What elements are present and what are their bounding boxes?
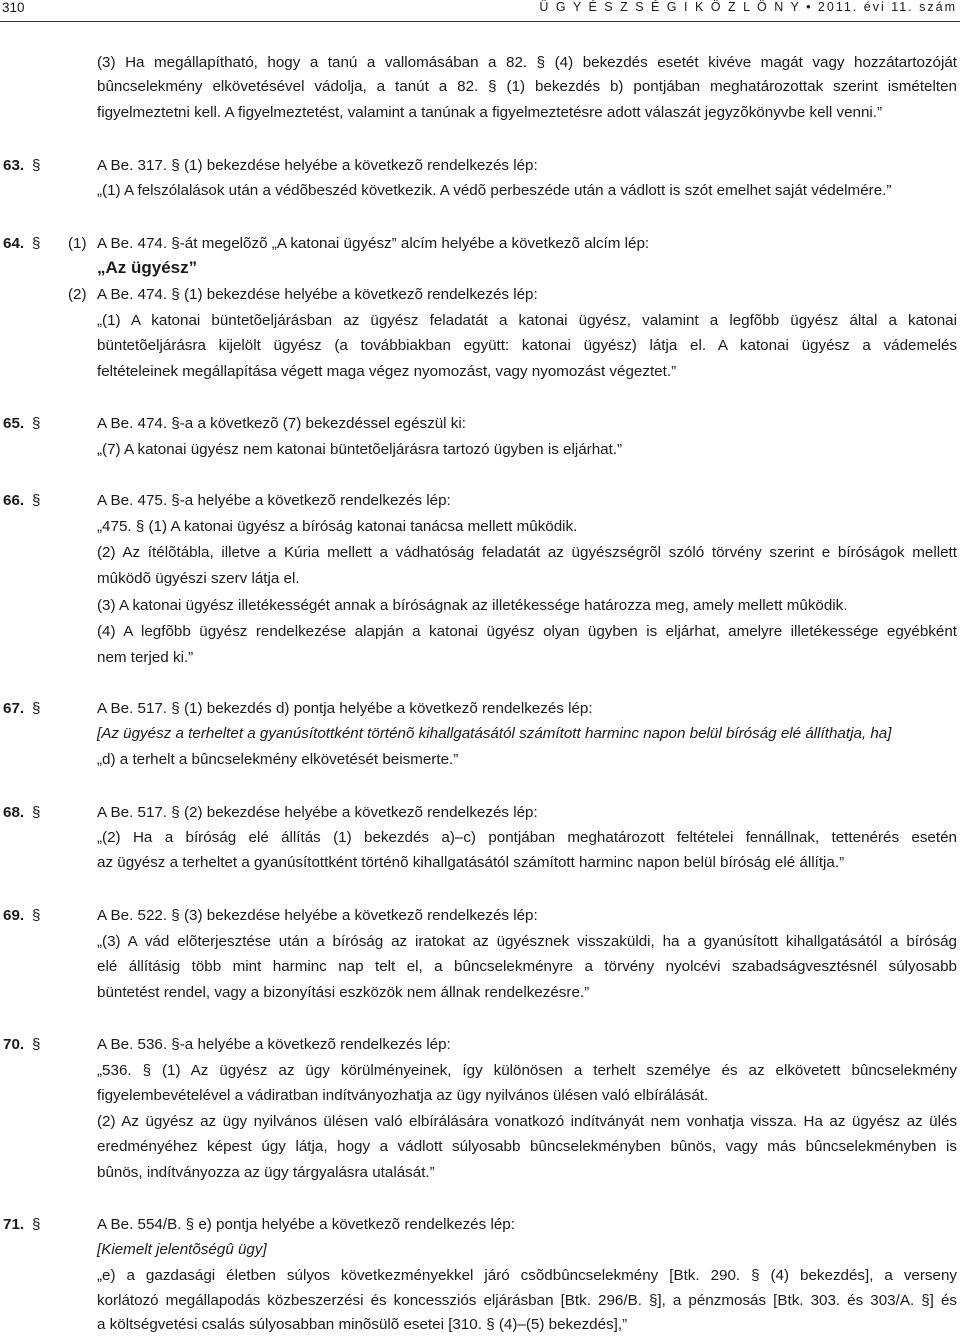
paragraph-line: „(7) A katonai ügyész nem katonai büntetõeljárásra tartozó ügyben is eljárhat.” bbox=[97, 441, 623, 458]
section-number: 68. bbox=[3, 804, 25, 821]
paragraph-line: [Kiemelt jelentõségû ügy] bbox=[97, 1241, 267, 1258]
paragraph-line: (2) Az ítélõtábla, illetve a Kúria mellett a vádhatóság feladatát az ügyészségrõl szóló törvény szerint e bíróságok mellett bbox=[97, 544, 957, 561]
section-number: 67. bbox=[3, 700, 25, 717]
paragraph-line: A Be. 474. § (1) bekezdése helyébe a következõ rendelkezés lép: bbox=[97, 286, 538, 303]
section-number: 66. bbox=[3, 492, 25, 509]
paragraph-line: A Be. 536. §-a helyébe a következõ rendelkezés lép: bbox=[97, 1036, 451, 1053]
section-sign: § bbox=[32, 1036, 41, 1053]
paragraph-line: eredményéhez képest úgy látja, hogy a vádlott súlyosabb bûncselekményben bûnös, vagy más bûncselekményben is bbox=[97, 1138, 957, 1155]
section-sign: § bbox=[32, 235, 41, 252]
section-sign: § bbox=[32, 804, 41, 821]
section-sign: § bbox=[32, 157, 41, 174]
paragraph-line: „e) a gazdasági életben súlyos következményekkel járó csõdbûncselekmény [Btk. 290. § (4) bekezdés], a verseny bbox=[97, 1267, 957, 1284]
paragraph-line: A Be. 517. § (2) bekezdése helyébe a következõ rendelkezés lép: bbox=[97, 804, 538, 821]
publication-title: Ü G Y É S Z S É G I K Ö Z L Ö N Y • 2011. évi 11. szám bbox=[539, 0, 957, 14]
section-number: 69. bbox=[3, 907, 25, 924]
subsection-label: (1) bbox=[68, 235, 87, 252]
page-number: 310 bbox=[2, 0, 25, 15]
paragraph-line: „(2) Ha a bíróság elé állítás (1) bekezdés a)–c) pontjában meghatározott feltételei fennállnak, tettenérés esetén bbox=[97, 829, 957, 846]
paragraph-line: „(1) A felszólalások után a védõbeszéd következik. A védõ perbeszéde után a vádlott is szót emelhet saját védelmére.” bbox=[97, 182, 892, 199]
paragraph-line: bûncselekmény elkövetésével vádolja, a tanút a 82. § (1) bekezdés b) pontjában meghatározottak szerint ismételten bbox=[97, 78, 957, 95]
paragraph-line: A Be. 317. § (1) bekezdése helyébe a következõ rendelkezés lép: bbox=[97, 157, 538, 174]
paragraph-line: „(1) A katonai büntetõeljárásban az ügyész feladatát a katonai ügyész, valamint a legfõbb ügyész által a katonai bbox=[97, 312, 957, 329]
paragraph-line: az ügyész a terheltet a gyanúsítottként történõ kihallgatásától számított harminc napon belül bíróság elé állítja.” bbox=[97, 854, 845, 871]
paragraph-line: „d) a terhelt a bûncselekmény elkövetését beismerte.” bbox=[97, 751, 459, 768]
section-sign: § bbox=[32, 1216, 41, 1233]
subtitle-heading: „Az ügyész” bbox=[97, 258, 198, 277]
paragraph-line: figyelembevételével a vádiratban indítványozhatja az ügy nyilvános ülésen való elbírálását. bbox=[97, 1087, 709, 1104]
paragraph-line: „475. § (1) A katonai ügyész a bíróság katonai tanácsa mellett mûködik. bbox=[97, 518, 578, 535]
paragraph-line: A Be. 475. §-a helyébe a következõ rendelkezés lép: bbox=[97, 492, 451, 509]
paragraph-line: A Be. 474. §-át megelõzõ „A katonai ügyész” alcím helyébe a következõ alcím lép: bbox=[97, 235, 650, 252]
page-header bbox=[0, 0, 960, 20]
paragraph-line: A Be. 522. § (3) bekezdése helyébe a következõ rendelkezés lép: bbox=[97, 907, 538, 924]
section-number: 70. bbox=[3, 1036, 25, 1053]
paragraph-line: feltételeinek megállapítása végett maga végez nyomozást, vagy nyomozást végeztet.” bbox=[97, 363, 677, 380]
paragraph-line: büntetést rendel, vagy a bizonyítási eszközök nem állnak rendelkezésre.” bbox=[97, 984, 590, 1001]
paragraph-line: A Be. 554/B. § e) pontja helyébe a következõ rendelkezés lép: bbox=[97, 1216, 515, 1233]
section-sign: § bbox=[32, 907, 41, 924]
section-sign: § bbox=[32, 415, 41, 432]
paragraph-line: korlátozó megállapodás közbeszerzési és koncessziós eljárásban [Btk. 296/B. §], a pénzmosás [Btk. 303. és 303/A. §] és bbox=[97, 1292, 957, 1309]
paragraph-line: nem terjed ki.” bbox=[97, 649, 194, 666]
paragraph-line: mûködõ ügyészi szerv látja el. bbox=[97, 570, 300, 587]
paragraph-line: bûnös, indítványozza az ügy tárgyalásra utalását.” bbox=[97, 1164, 435, 1181]
paragraph-line: „(3) A vád elõterjesztése után a bíróság az iratokat az ügyésznek visszaküldi, ha a gyanúsított kihallgatásától a bíróság bbox=[97, 933, 957, 950]
paragraph-line: figyelmeztetni kell. A figyelmeztetést, valamint a tanúnak a figyelmeztetésre adott válaszát jegyzõkönyvbe kell venni.” bbox=[97, 104, 883, 121]
section-sign: § bbox=[32, 492, 41, 509]
paragraph-line: „536. § (1) Az ügyész az ügy körülményeinek, így különösen a terhelt személye és az elkövetett bûncselekmény bbox=[97, 1062, 957, 1079]
paragraph-line: [Az ügyész a terheltet a gyanúsítottként történõ kihallgatásától számított harminc napon belül bíróság elé állíthatja, ha] bbox=[97, 725, 892, 742]
paragraph-line: a költségvetési csalás súlyosabban minõsülõ esetei [310. § (4)–(5) bekezdés],” bbox=[97, 1316, 628, 1333]
paragraph-line: (3) A katonai ügyész illetékességét annak a bíróságnak az illetékessége határozza meg, amely mellett mûködik. bbox=[97, 597, 848, 614]
paragraph-line: (4) A legfõbb ügyész rendelkezése alapján a katonai ügyész olyan ügyben is eljárhat, amelyre illetékessége egyébként bbox=[97, 623, 957, 640]
paragraph-line: A Be. 517. § (1) bekezdés d) pontja helyébe a következõ rendelkezés lép: bbox=[97, 700, 593, 717]
paragraph-line: büntetõeljárásra kijelölt ügyész (a továbbiakban együtt: katonai ügyész) látja el. A katonai ügyész a vádemelés bbox=[97, 337, 957, 354]
paragraph-line: A Be. 474. §-a a következõ (7) bekezdéssel egészül ki: bbox=[97, 415, 466, 432]
section-number: 65. bbox=[3, 415, 25, 432]
subsection-label: (2) bbox=[68, 286, 87, 303]
section-number: 63. bbox=[3, 157, 25, 174]
paragraph-line: (3) Ha megállapítható, hogy a tanú a vallomásában a 82. § (4) bekezdés esetét kivéve magát vagy hozzátartozóját bbox=[97, 54, 957, 71]
section-number: 64. bbox=[3, 235, 25, 252]
paragraph-line: (2) Az ügyész az ügy nyilvános ülésen való elbírálására vonatkozó indítványát nem vonhatja vissza. Ha az ügyész az ülés bbox=[97, 1113, 957, 1130]
section-number: 71. bbox=[3, 1216, 25, 1233]
header-rule bbox=[0, 21, 960, 22]
section-sign: § bbox=[32, 700, 41, 717]
paragraph-line: elé állításig több mint harminc nap telt el, a bûncselekményre a törvény nyolcévi szabadságvesztésnél súlyosabb bbox=[97, 958, 957, 975]
